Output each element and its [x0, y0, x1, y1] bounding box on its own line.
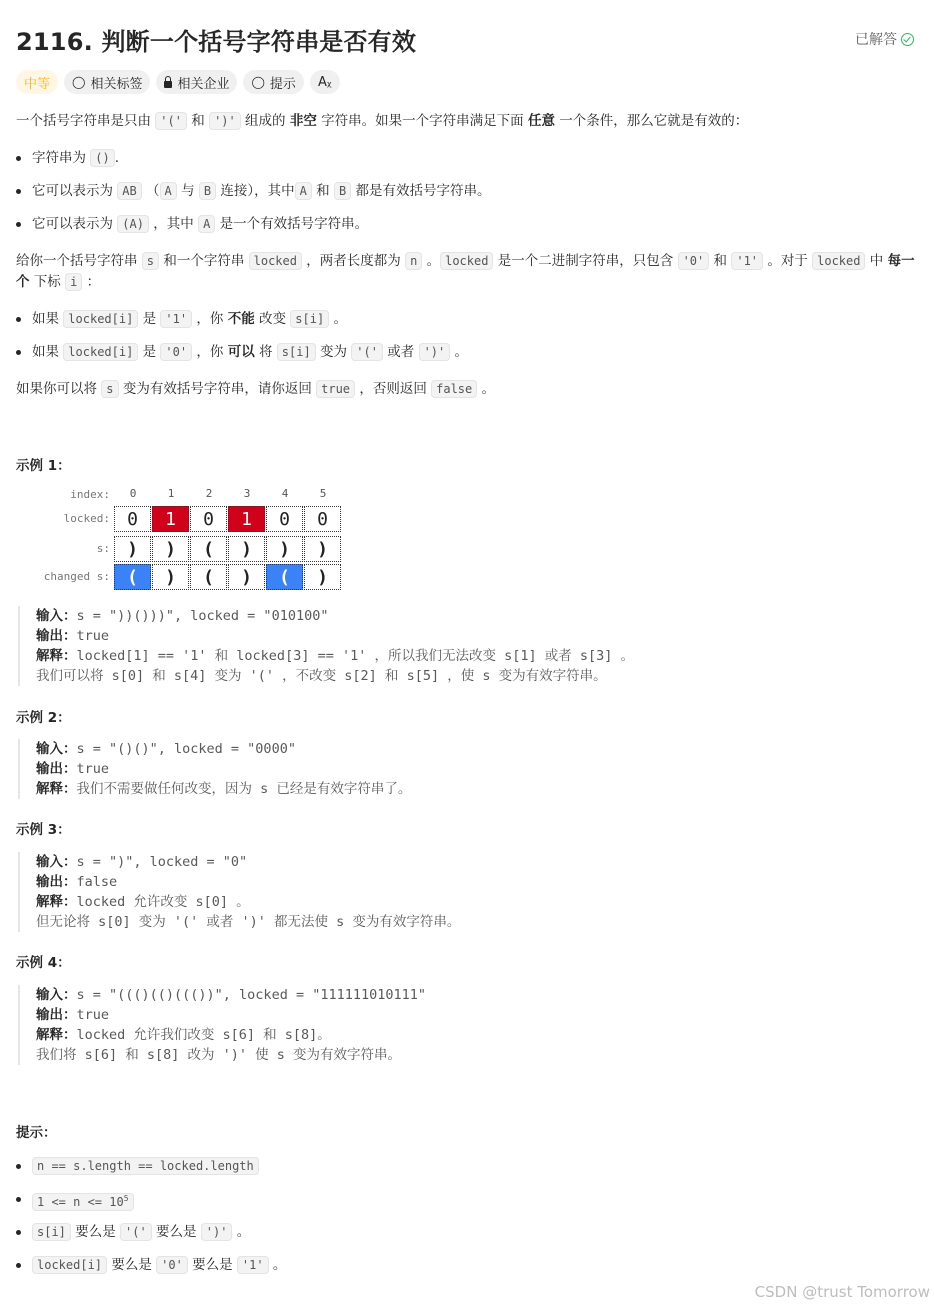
- figure-index-label: 3: [243, 487, 251, 500]
- hint-button[interactable]: [243, 70, 303, 94]
- solved-status: [855, 29, 914, 49]
- example-4-heading: 示例 4：: [16, 955, 71, 971]
- difficulty-tag[interactable]: [16, 70, 58, 94]
- related-tags-button[interactable]: [64, 70, 150, 94]
- hint-label: 提示: [269, 76, 296, 92]
- font-toggle-icon: Aᵪ: [317, 74, 332, 90]
- font-toggle-button[interactable]: [310, 70, 340, 94]
- figure-cell: ): [228, 536, 265, 562]
- figure-row-label: locked:: [63, 512, 110, 525]
- desc-paragraph-1: 一个括号字符串是只由 '(' 和 ')' 组成的 非空 字符串。如果一个字符串满足下面 任意 一个条件，那么它就是有效的：: [16, 113, 749, 129]
- figure-cell: 1: [228, 506, 265, 532]
- tag-icon: ◯: [72, 75, 86, 89]
- figure-cell: 0: [266, 506, 303, 532]
- figure-cell: (: [190, 564, 227, 590]
- figure-index-label: 5: [319, 487, 327, 500]
- difficulty-label: 中等: [24, 76, 51, 92]
- solved-label: 已解答: [855, 32, 897, 48]
- figure-index-label: 1: [167, 487, 175, 500]
- related-companies-label: 相关企业: [177, 76, 230, 92]
- figure-cell: (: [114, 564, 151, 590]
- figure-cell: 0: [190, 506, 227, 532]
- figure-cell: (: [190, 536, 227, 562]
- figure-cell: ): [228, 564, 265, 590]
- watermark: CSDN @trust Tomorrow: [754, 1283, 930, 1301]
- related-tags-label: 相关标签: [90, 76, 143, 92]
- figure-cell: ): [304, 564, 341, 590]
- figure-cell: ): [152, 536, 189, 562]
- desc-paragraph-2-line2: 个 下标 i ：: [16, 274, 101, 290]
- figure-row-label: index:: [70, 488, 110, 501]
- example-1-figure: [16, 484, 346, 594]
- example-2-block: 输入：s = "()()", locked = "0000" 输出：true 解释：我们不需要做任何改变，因为 s 已经是有效字符串了。: [18, 739, 411, 799]
- figure-index-label: 2: [205, 487, 213, 500]
- problem-title: 2116. 判断一个括号字符串是否有效: [16, 28, 417, 56]
- figure-index-label: 4: [281, 487, 289, 500]
- lightbulb-icon: ◯: [251, 75, 265, 89]
- example-4-block: 输入：s = "((()(()((())", locked = "111111010111" 输出：true 解释：locked 允许我们改变 s[6] 和 s[8]。 我们将 s[6] 和 s[8] 改为 ')' 使 s 变为有效字符串。: [18, 985, 426, 1065]
- figure-cell: (: [266, 564, 303, 590]
- example-1-heading: 示例 1：: [16, 458, 71, 474]
- tag-bar: [16, 70, 340, 94]
- figure-row-label: changed s:: [43, 570, 110, 583]
- desc-paragraph-2: 给你一个括号字符串 s 和一个字符串 locked ，两者长度都为 n 。 locked 是一个二进制字符串，只包含 '0' 和 '1' 。对于 locked 中 每一: [16, 253, 915, 269]
- example-3-heading: 示例 3：: [16, 822, 71, 838]
- example-1-block: 输入：s = "))()))", locked = "010100" 输出：true 解释：locked[1] == '1' 和 locked[3] == '1' ，所以我们无法改变 s[1] 或者 s[3] 。 我们可以将 s[0] 和 s[4] 变为 '(' ，不改变 s[2] 和 s[5] ，使 s 变为有效字符串。: [18, 606, 634, 686]
- check-circle-icon: [901, 33, 914, 46]
- figure-cell: ): [266, 536, 303, 562]
- example-2-heading: 示例 2：: [16, 710, 71, 726]
- constraints-heading: 提示：: [16, 1125, 57, 1141]
- figure-index-label: 0: [129, 487, 137, 500]
- figure-row-label: s:: [96, 542, 110, 555]
- figure-cell: 0: [114, 506, 151, 532]
- figure-cell: 1: [152, 506, 189, 532]
- figure-cell: 0: [304, 506, 341, 532]
- example-3-block: 输入：s = ")", locked = "0" 输出：false 解释：locked 允许改变 s[0] 。 但无论将 s[0] 变为 '(' 或者 ')' 都无法使 s 变为有效字符串。: [18, 852, 460, 932]
- lock-icon: [164, 81, 172, 88]
- related-companies-button[interactable]: [156, 70, 237, 94]
- figure-cell: ): [152, 564, 189, 590]
- desc-paragraph-3: 如果你可以将 s 变为有效括号字符串，请你返回 true ，否则返回 false 。: [16, 381, 496, 397]
- figure-cell: ): [114, 536, 151, 562]
- figure-cell: ): [304, 536, 341, 562]
